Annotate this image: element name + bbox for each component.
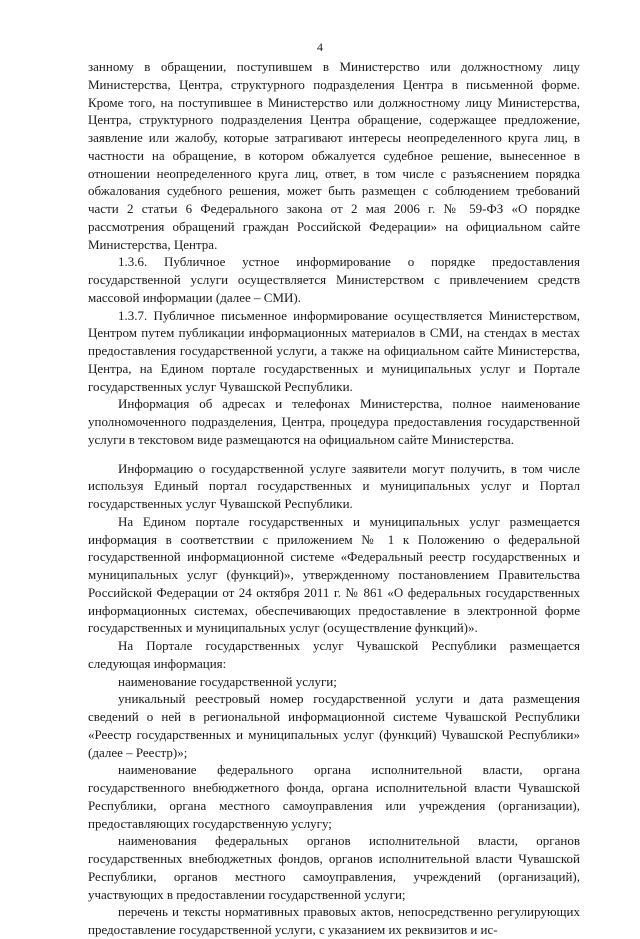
page-number: 4 [317,40,323,54]
list-item-providing-authority: наименование федерального органа исполнительной власти, органа государственного внебюджетного фонда, органа исполнительной власти Чувашской Республики, органа местного самоуправления или учреждения (организации), предоставляющих государственную услугу; [88,762,580,831]
list-item-registry-number: уникальный реестровый номер государственной услуги и дата размещения сведений о ней в региональной информационной системе Чувашской Республики «Реестр государственных и муниципальных услуг (функций) Чувашской Республики» (далее – Реестр)»; [88,691,580,760]
list-item-service-name: наименование государственной услуги; [118,673,337,689]
paragraph-addresses-info: Информация об адресах и телефонах Министерства, полное наименование уполномоченного подразделения, Центра, процедура предоставления государственной услуги в текстовом виде размещаются на официальном сайте Министерства. [88,396,580,447]
list-item-participating-authorities: наименования федеральных органов исполнительной власти, органов государственных внебюджетных фондов, органов исполнительной власти Чувашской Республики, органов местного самоуправления, учреждений (организаций), участвующих в предоставлении государственной услуги; [88,833,580,902]
list-item-legal-acts: перечень и тексты нормативных правовых актов, непосредственно регулирующих предоставление государственной услуги, с указанием их реквизитов и ис- [88,904,580,937]
paragraph-1-3-7: 1.3.7. Публичное письменное информирование осуществляется Министерством, Центром путем публикации информационных материалов в СМИ, на стендах в местах предоставления государственной услуги, а также на официальном сайте Министерства, Центра, на Едином портале государственных и муниципальных услуг и Портале государственных услуг Чувашской Республики. [88,307,580,394]
document-body [88,58,580,939]
paragraph-chuvash-portal: На Портале государственных услуг Чувашской Республики размещается следующая информация: [88,638,580,671]
paragraph-continuation: занному в обращении, поступившем в Министерство или должностному лицу Министерства, Центра, структурного подразделения Центра в письменной форме. Кроме того, на поступившее в Министерство или должностному лицу Министерства, Центра, структурного подразделения Центра обращение, содержащее предложение, заявление или жалобу, которые затрагивают интересы неопределенного круга лиц, в частности на обращение, в котором обжалуется судебное решение, вынесенное в отношении неопределенного круга лиц, ответ, в том числе с разъяснением порядка обжалования судебного решения, может быть размещен с соблюдением требований части 2 статьи 6 Федерального закона от 2 мая 2006 г. № 59-ФЗ «О порядке рассмотрения обращений граждан Российской Федерации» на официальном сайте Министерства, Центра. [88,59,580,252]
paragraph-unified-portal: На Едином портале государственных и муниципальных услуг размещается информация в соответствии с приложением № 1 к Положению о федеральной государственной информационной системе «Федеральный реестр государственных и муниципальных услуг (функций)», утвержденному постановлением Правительства Российской Федерации от 24 октября 2011 г. № 861 «О федеральных государственных информационных системах, обеспечивающих предоставление в электронной форме государственных и муниципальных услуг (осуществление функций)». [88,513,580,636]
paragraph-applicants-info: Информацию о государственной услуге заявители могут получить, в том числе используя Единый портал государственных и муниципальных услуг и Портал государственных услуг Чувашской Республики. [88,460,580,511]
paragraph-1-3-6: 1.3.6. Публичное устное информирование о порядке предоставления государственной услуги осуществляется Министерством с привлечением средств массовой информации (далее – СМИ). [88,254,580,305]
